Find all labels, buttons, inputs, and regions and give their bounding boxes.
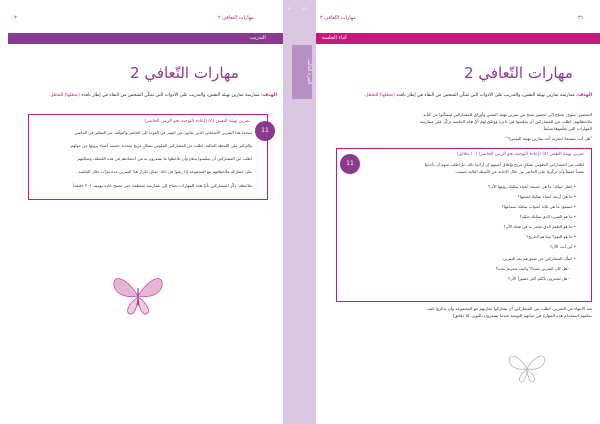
right-box-para-1: اطلب من المشاركين الجلوس بشكلٍ مريح وإغلاق أعينهم إن أرادوا ذلك، ثمّ اطلب منهم أن يأخذوا [424,162,584,167]
right-bullet-1: • انظر حولك: ما هي خمسة أشياء يمكنك رؤيتها الآن؟ [488,184,576,189]
butterfly-icon [108,270,168,320]
right-bullet-9: - هل كان التمرين مفيداً؟ وكيف شعرتم بعده؟ [495,266,570,271]
left-box-para-2: والتركيز على اللحظة الحالية. اطلب من المشاركين الجلوس بشكلٍ مريح وتحديد خمسة أشياء يرونها من حولهم. [69,143,252,148]
left-running-header: مهارات التعافي ۲ [218,15,254,21]
right-page-number: ۳۱ [578,15,584,21]
right-purpose [326,92,592,99]
left-band-label: التدريب [250,35,266,41]
right-purpose-label: الهدف: [576,93,592,98]
left-purpose [12,92,277,99]
left-box-para-1: يساعد هذا التمرين الأشخاص الذين يعانون من التوتر في العودة إلى الحاضر والتوقّف عن التفكير في الماضي [74,130,252,135]
right-purpose-text: ممارسة تمارين تهيئة النفس، والتدريب على الأدوات التي تمكّن الشخص من البقاء في إطار نافذة [396,93,575,98]
right-bullet-6: • ما هو اليوم؟ وما هو التاريخ؟ [526,234,576,239]
right-box-title: تمرين تهيئة النفس (٥) (إعادة التوجيه نحو الزمن الحاضر) (١٠ دقائق) [456,152,584,157]
spine-page-right: ۳۱ [303,6,308,11]
left-section-band [8,33,283,44]
right-bullet-5: • ما هو الطعم الذي تشعر به في فمك الآن؟ [503,224,576,229]
right-intro-quote: "هل أنت مستعدّ لتجربة أحد تمارين تهيئة النفس؟" [506,136,592,141]
left-box-para-4: على مشاركة ملاحظاتهم مع المجموعة إذا رغبوا في ذلك. يمكن تكرار هذا التمرين عدة مرّات خلال الجلسة. [77,169,252,174]
left-exercise-badge: 11 [255,121,275,141]
spine-tab-label: الجزء الثالث [306,59,312,85]
right-bullet-7: • أين أنت الآن؟ [549,244,576,249]
left-box-title: تمرين تهيئة النفس (٥) (إعادة التوجيه نحو الزمن الحاضر) [144,119,250,124]
left-box-para-3: اطلب من المشاركين أن يتنفّسوا ببطءٍ وأن يلاحظوا ما يشعرون به في أجسادهم في هذه اللحظة، وشجّعهم [77,156,252,161]
right-running-header: مهارات التّعافي ۲ [320,15,356,21]
right-bullet-4: • ما هو الشيء الذي يمكنك شمّه؟ [519,214,576,219]
left-box-note: ملاحظة: ذكّر المشاركين بأنّ هذه المهارات تحتاج إلى ممارسة منتظمة حتى تصبح عادة يومية. (٢٠ دقيقة) [72,183,252,188]
right-bullet-8: • اسأل المشاركين عن شعورهم بعد التمرين: [501,256,576,261]
left-page-title: مهارات التّعافي 2 [130,64,239,82]
right-exercise-badge: 11 [340,154,360,174]
right-closing-1: بعد الانتهاء من التمرين، اطلب من المشاركين أن يشاركوا تجاربهم مع المجموعة وأن يذكروا كيف [426,306,592,311]
right-bullet-3: • استمع: ما هي ثلاثة أصوات يمكنك سماعها؟ [501,204,576,209]
right-box-para-2: نفساً عميقاً وأن يركّزوا على الحاضر من خلال الإجابة عن الأسئلة التالية بصمت. [454,169,584,174]
right-purpose-tag: (تحمّلها) للتحمّل. [363,93,395,98]
spine-page-left: ۳۰ [288,6,293,11]
left-purpose-text: ممارسة تمارين تهيئة النفس، والتدريب على الأدوات التي تمكّن الشخص من البقاء في إطار نافذة [81,93,260,98]
right-page-title: مهارات التّعافي 2 [464,64,573,82]
right-band-label: أثناء الجلسة [322,35,347,41]
left-page-number: ۳۰ [14,15,20,21]
butterfly-outline-icon [505,348,549,388]
right-bullet-2: • ما هي أربعة أشياء يمكنك لمسها؟ [517,194,576,199]
right-intro-3: المهارات التي تعلّموها سابقاً. [542,126,592,131]
right-intro-1: التحضير: سوف تحتاج إلى تحضير نسخ من تمرين تهيئة النفس وأوراق للمشاركين ليتمكّنوا من كتابة [423,112,592,117]
right-closing-2: يمكنهم استخدام هذه المهارة في حياتهم اليومية عندما يشعرون بالتوتر. (٥ دقائق) [452,313,592,318]
right-bullet-10: - هل تشعرون بأنّكم أكثر حضوراً الآن؟ [507,276,570,281]
right-intro-2: ملاحظاتهم. اطلب من المشاركين أن يجلسوا في دائرة ووضّح لهم أنّ هذه الجلسة تركّز على ممارسة [419,119,592,124]
left-purpose-tag: (تحمّلها) للتحمّل. [48,93,80,98]
left-purpose-label: الهدف: [261,93,277,98]
right-section-band [316,33,600,44]
